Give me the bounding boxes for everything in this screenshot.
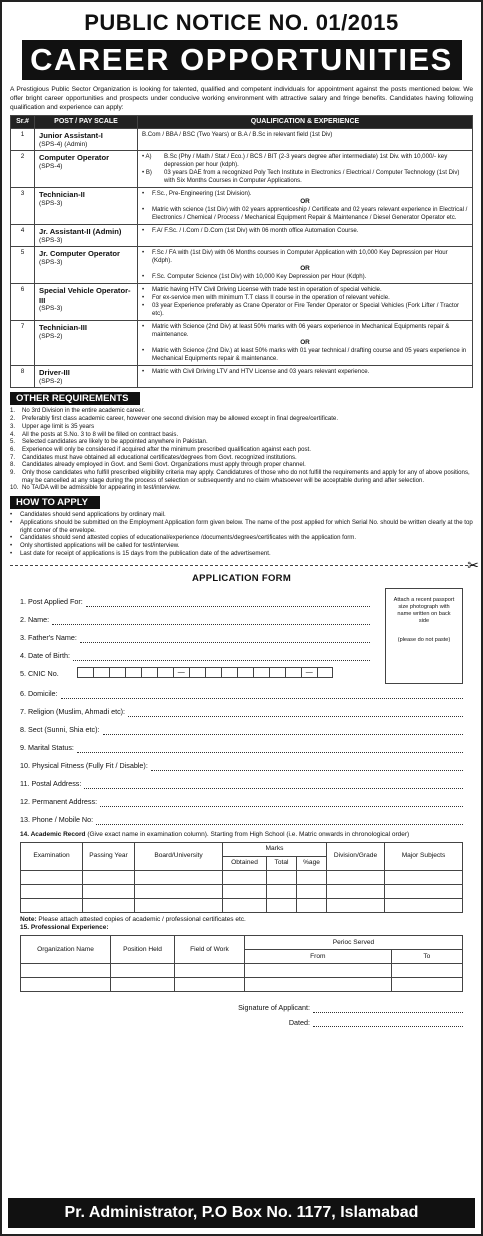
requirement-item <box>10 469 473 484</box>
form-field[interactable] <box>20 753 463 771</box>
form-field[interactable] <box>20 807 463 825</box>
job-post-title: Special Vehicle Operator-III <box>39 286 131 305</box>
requirement-text: No TA/DA will be admissible for appearing in test/interview. <box>22 484 181 492</box>
job-post <box>35 321 138 366</box>
form-field-line[interactable] <box>61 698 463 699</box>
form-field-line[interactable] <box>100 806 463 807</box>
apply-text: Applications should be submitted on the Employment Application form given below. The name of the post applied for which Serial No. should be written clearly at the top right corner of the envelope. <box>20 518 473 534</box>
job-pay-scale: (SPS-3) <box>39 304 63 312</box>
academic-col-obtained: Obtained <box>223 856 267 870</box>
bullet-icon: • <box>10 534 13 542</box>
requirement-text: Candidates must have obtained all educational certificates/degrees from Govt. recognized institutions. <box>22 453 297 461</box>
cnic-cell[interactable] <box>237 667 253 678</box>
job-row <box>11 247 473 284</box>
application-form-title: APPLICATION FORM <box>191 573 292 585</box>
job-qualification <box>138 225 473 247</box>
job-qualification <box>138 366 473 388</box>
requirement-item <box>10 484 473 492</box>
qualification-item <box>142 273 468 281</box>
job-sr: 6 <box>11 284 35 321</box>
bullet-marker: • <box>142 273 145 281</box>
qualification-text: B.Com / BBA / BSC (Two Years) or B.A / B.Sc in relevant field (1st Div) <box>142 131 333 139</box>
certificates-note: Note: Please attach attested copies of academic / professional certificates etc. <box>20 915 246 923</box>
requirement-text: Preferably first class academic career, however one second division may be allowed except in final degree/certificate. <box>22 415 339 423</box>
qualification-text: F.Sc., Pre-Engineering (1st Division). <box>152 190 252 198</box>
job-pay-scale: (SPS-3) <box>39 199 63 207</box>
apply-item <box>10 519 473 534</box>
job-qualification <box>138 284 473 321</box>
photo-box <box>385 588 463 684</box>
form-field[interactable] <box>20 789 463 807</box>
or-separator: OR <box>300 339 310 347</box>
photo-box-instructions: Attach a recent passport size photograph with name written on back side <box>393 597 455 625</box>
academic-blank-row[interactable] <box>21 898 463 912</box>
other-requirements-heading: OTHER REQUIREMENTS <box>10 392 140 405</box>
application-form <box>10 557 479 1027</box>
apply-text: Candidates should send applications by ordinary mail. <box>20 511 166 519</box>
academic-col-board: Board/University <box>135 842 223 870</box>
job-post <box>35 247 138 284</box>
cnic-cell[interactable] <box>189 667 205 678</box>
bullet-marker: • <box>142 206 145 214</box>
form-field-label: 13. Phone / Mobile No: <box>20 815 94 825</box>
job-qualification <box>138 151 473 188</box>
cnic-cell[interactable] <box>77 667 93 678</box>
public-notice-title: PUBLIC NOTICE NO. 01/2015 <box>84 10 399 35</box>
academic-blank-row[interactable] <box>21 870 463 884</box>
apply-text: Candidates should send attested copies of educational/experience /documents/degrees/certificates with the application form. <box>20 534 357 542</box>
form-field-line[interactable] <box>77 752 463 753</box>
footer-address: Pr. Administrator, P.O Box No. 1177, Islamabad <box>8 1198 475 1228</box>
requirement-number: 3. <box>10 422 16 430</box>
apply-item <box>10 550 473 558</box>
job-row <box>11 188 473 225</box>
bullet-icon: • <box>10 511 13 519</box>
apply-text: Only shortlisted applications will be called for test/interview. <box>20 541 180 549</box>
qualification-item <box>142 302 468 318</box>
field-father-name[interactable]: 3. Father's Name: <box>20 625 370 643</box>
cnic-cell[interactable]: — <box>301 667 317 678</box>
academic-col-passing-year: Passing Year <box>83 842 135 870</box>
qualification-item <box>142 249 468 265</box>
job-qualification <box>138 247 473 284</box>
job-pay-scale: (SPS-3) <box>39 258 63 266</box>
field-name[interactable]: 2. Name: <box>20 607 370 625</box>
requirement-item <box>10 438 473 446</box>
requirement-item <box>10 446 473 454</box>
form-field-line[interactable] <box>96 824 463 825</box>
job-row <box>11 366 473 388</box>
job-sr: 3 <box>11 188 35 225</box>
requirement-text: All the posts at S.No. 3 to 8 will be filled on contract basis. <box>22 430 179 438</box>
job-post <box>35 129 138 151</box>
qualification-text: For ex-service men with minimum T.T class II course in the operation of relevant vehicle. <box>152 294 390 302</box>
photo-box-note: (please do not paste) <box>397 637 451 644</box>
job-qualification <box>138 129 473 151</box>
job-sr: 4 <box>11 225 35 247</box>
bullet-marker: • <box>142 302 145 310</box>
requirement-text: No 3rd Division in the entire academic career. <box>22 407 145 415</box>
bullet-marker: • <box>142 294 145 302</box>
cnic-cell[interactable] <box>317 667 333 678</box>
job-row <box>11 225 473 247</box>
requirement-text: Candidates already employed in Govt. and Semi Govt. Organizations must apply through proper channel. <box>22 461 306 469</box>
job-post-title: Junior Assistant-I <box>39 131 103 141</box>
bullet-marker: • <box>142 286 145 294</box>
cnic-cell[interactable] <box>269 667 285 678</box>
form-field-label: 7. Religion (Muslim, Ahmadi etc): <box>20 707 126 717</box>
col-header-qualification: QUALIFICATION & EXPERIENCE <box>138 116 473 129</box>
job-post-title: Jr. Computer Operator <box>39 249 121 259</box>
apply-item <box>10 511 473 519</box>
experience-blank-row[interactable] <box>21 964 463 978</box>
col-header-post: POST / PAY SCALE <box>35 116 138 129</box>
job-pay-scale: (SPS-4) (Admin) <box>39 140 88 148</box>
qualification-text: 03 years DAE from a recognized Poly Tech Institute in Electronics / Electrical / Computer Technology (1st Div) with Six Months Courses in Computer Applications. <box>164 169 460 185</box>
requirement-text: Only those candidates who fulfill prescribed eligibility criteria may apply. Candidatures of those who do not fulfill the requirements and apply for any of above positions, may be cancelled at any stage during the process of selection or subsequently and no claim whatsoever will be acceptable during and after selection. <box>22 469 470 484</box>
qualification-item <box>142 294 468 302</box>
form-field[interactable] <box>20 699 463 717</box>
apply-text: Last date for receipt of applications is 15 days from the publication date of the advertisement. <box>20 549 271 557</box>
academic-col-marks: Marks <box>223 842 327 856</box>
bullet-icon: • <box>10 549 13 557</box>
form-field-label: 6. Domicile: <box>20 689 58 699</box>
academic-col-subjects: Major Subjects <box>385 842 463 870</box>
exp-col-to: To <box>391 950 462 964</box>
bullet-marker: • <box>142 368 145 376</box>
bullet-marker: • <box>142 227 145 235</box>
qualification-item <box>142 368 468 376</box>
qualification-item <box>142 286 468 294</box>
academic-col-division: Division/Grade <box>327 842 385 870</box>
job-post-title: Technician-III <box>39 323 87 333</box>
job-pay-scale: (SPS-3) <box>39 236 63 244</box>
cnic-cell[interactable] <box>285 667 301 678</box>
requirement-number: 5. <box>10 438 16 446</box>
qualification-item <box>142 227 468 235</box>
requirement-text: Experience will only be considered if acquired after the minimum prescribed qualification against each post. <box>22 445 311 453</box>
qualification-item <box>142 347 468 363</box>
form-field-label: 10. Physical Fitness (Fully Fit / Disable): <box>20 761 148 771</box>
qualification-text: Matric with science (1st Div) with 02 years apprenticeship / Certificate and 02 years relevant experience in Electrical / Electronics / Chemical / Process / Mechanical Equipment Repair & Maintenance / Diesel Generator Operator etc. <box>152 206 468 222</box>
or-separator: OR <box>300 198 310 206</box>
form-field[interactable] <box>20 771 463 789</box>
academic-col-total: Total <box>267 856 297 870</box>
experience-blank-row[interactable] <box>21 978 463 992</box>
qualification-item <box>142 169 468 185</box>
requirement-text: Upper age limit is 35 years <box>22 422 95 430</box>
field-cnic[interactable]: 5. CNIC No. — — <box>20 661 370 679</box>
job-post-title: Jr. Assistant-II (Admin) <box>39 227 122 237</box>
job-row <box>11 151 473 188</box>
bullet-icon: • <box>10 518 13 526</box>
job-post-title: Driver-III <box>39 368 70 378</box>
scissors-icon: ✂ <box>467 557 479 574</box>
requirement-item <box>10 407 473 415</box>
bullet-marker: • B) <box>142 169 152 177</box>
requirement-number: 1. <box>10 407 16 415</box>
exp-col-period: Perioc Served <box>245 936 463 950</box>
job-post <box>35 366 138 388</box>
form-field-line[interactable] <box>128 716 463 717</box>
cnic-cell[interactable] <box>109 667 125 678</box>
how-to-apply-list <box>10 511 473 557</box>
requirement-item <box>10 454 473 462</box>
job-qualification <box>138 321 473 366</box>
cnic-cell[interactable] <box>253 667 269 678</box>
qualification-item <box>142 153 468 169</box>
job-sr: 8 <box>11 366 35 388</box>
job-pay-scale: (SPS-2) <box>39 377 63 385</box>
requirement-number: 9. <box>10 469 16 477</box>
requirement-number: 10. <box>10 484 19 492</box>
bullet-marker: • <box>142 323 145 331</box>
job-pay-scale: (SPS-2) <box>39 332 63 340</box>
requirement-number: 8. <box>10 461 16 469</box>
qualification-text: Matric with Science (2nd Div) at least 50% marks with 06 years experience in Mechanical Equipments repair & maintenance. <box>152 323 450 339</box>
form-field-line[interactable] <box>151 770 463 771</box>
academic-record-label: 14. Academic Record (Give exact name in examination column). Starting from High School (i.e. Matric onwards in chronological order) <box>20 830 410 838</box>
qualification-text: Matric with Science (2nd Div.) at least 50% marks with 01 year technical / drafting course and 05 years experience in Mechanical Equipments repair & maintenance. <box>152 347 467 363</box>
qualification-item <box>142 206 468 222</box>
job-qualification <box>138 188 473 225</box>
form-field-label: 8. Sect (Sunni, Shia etc): <box>20 725 100 735</box>
cnic-cell[interactable] <box>157 667 173 678</box>
job-post-title: Technician-II <box>39 190 85 200</box>
qualification-text: 03 year Experience preferably as Crane Operator or Fire Tender Operator or Special Vehicles (Fork Lifter / Tractor etc). <box>152 302 460 318</box>
cnic-boxes[interactable] <box>77 667 333 678</box>
academic-record-table[interactable] <box>20 842 463 913</box>
bullet-marker: • <box>142 249 145 257</box>
bullet-marker: • A) <box>142 153 152 161</box>
cnic-cell[interactable] <box>205 667 221 678</box>
job-sr: 1 <box>11 129 35 151</box>
other-requirements-list <box>10 407 473 492</box>
bullet-marker: • <box>142 190 145 198</box>
col-header-sr: Sr.# <box>11 116 35 129</box>
requirement-item <box>10 461 473 469</box>
jobs-table <box>10 115 473 388</box>
qualification-text: Matric with Civil Driving LTV and HTV License and 03 years relevant experience. <box>152 368 370 376</box>
form-field-label: 11. Postal Address: <box>20 779 82 789</box>
form-field-line[interactable] <box>84 788 463 789</box>
cnic-cell[interactable] <box>125 667 141 678</box>
form-field-line[interactable] <box>103 734 463 735</box>
intro-paragraph: A Prestigious Public Sector Organization is looking for talented, qualified and competent individuals for appointment against the posts mentioned below. We offer bright career opportunities and prospects under conducive working environment with attractive salary and fringe benefits. Candidates having following qualification and experience can apply: <box>10 86 473 111</box>
form-field-label: 12. Permanent Address: <box>20 797 98 807</box>
apply-item <box>10 542 473 550</box>
exp-col-position: Position Held <box>111 936 175 964</box>
requirement-number: 4. <box>10 430 16 438</box>
qualification-item <box>142 131 468 139</box>
form-field-label: 9. Marital Status: <box>20 743 74 753</box>
job-pay-scale: (SPS-4) <box>39 162 63 170</box>
form-field[interactable] <box>20 717 463 735</box>
bullet-marker: • <box>142 347 145 355</box>
career-opportunities-banner: CAREER OPPORTUNITIES <box>22 40 462 80</box>
or-separator: OR <box>300 265 310 273</box>
requirement-item <box>10 415 473 423</box>
exp-col-organization: Organization Name <box>21 936 111 964</box>
qualification-text: B.Sc (Phy / Math / Stat / Eco.) / BCS / BIT (2-3 years degree after intermediate) 1st Div. with 10,000/- key depression per hour (kdph). <box>164 153 448 169</box>
exp-col-from: From <box>245 950 392 964</box>
job-sr: 5 <box>11 247 35 284</box>
qualification-text: Matric having HTV Civil Driving License with trade test in operation of special vehicle. <box>152 286 382 294</box>
job-post <box>35 151 138 188</box>
requirement-number: 2. <box>10 415 16 423</box>
professional-experience-label: 15. Professional Experience: <box>20 924 109 932</box>
academic-col-examination: Examination <box>21 842 83 870</box>
academic-blank-row[interactable] <box>21 884 463 898</box>
field-date-of-birth[interactable]: 4. Date of Birth: <box>20 643 370 661</box>
qualification-text: F.Sc / FA with (1st Div) with 06 Months courses in Computer Application with 10,000 Key Depression per Hour (Kdph). <box>152 249 448 265</box>
signature-field[interactable]: Signature of Applicant: <box>20 1004 463 1013</box>
qualification-item <box>142 323 468 339</box>
cnic-cell[interactable] <box>93 667 109 678</box>
academic-col-percentage: %age <box>297 856 327 870</box>
job-post-title: Computer Operator <box>39 153 110 163</box>
experience-table[interactable] <box>20 935 463 992</box>
jobs-table-body <box>11 129 473 388</box>
qualification-text: F.A/ F.Sc. / I.Com / D.Com (1st Div) with 06 month office Automation Course. <box>152 227 359 235</box>
cnic-cell[interactable] <box>141 667 157 678</box>
exp-col-field: Field of Work <box>175 936 245 964</box>
job-row <box>11 129 473 151</box>
cnic-cell[interactable] <box>221 667 237 678</box>
how-to-apply-heading: HOW TO APPLY <box>10 496 100 509</box>
bullet-icon: • <box>10 541 13 549</box>
dated-field[interactable]: Dated: <box>20 1019 463 1028</box>
requirement-number: 6. <box>10 445 16 453</box>
cnic-cell[interactable]: — <box>173 667 189 678</box>
job-row <box>11 284 473 321</box>
form-field[interactable] <box>20 735 463 753</box>
apply-item <box>10 534 473 542</box>
requirement-item <box>10 423 473 431</box>
job-row <box>11 321 473 366</box>
qualification-item <box>142 190 468 198</box>
job-post <box>35 188 138 225</box>
job-sr: 2 <box>11 151 35 188</box>
job-sr: 7 <box>11 321 35 366</box>
requirement-number: 7. <box>10 453 16 461</box>
requirement-item <box>10 431 473 439</box>
requirement-text: Selected candidates are likely to be appointed anywhere in Pakistan. <box>22 438 208 446</box>
job-post <box>35 225 138 247</box>
field-post-applied[interactable]: 1. Post Applied For: <box>20 589 370 607</box>
job-post <box>35 284 138 321</box>
qualification-text: F.Sc. Computer Science (1st Div) with 10,000 Key Depression per Hour (Kdph). <box>152 273 367 281</box>
